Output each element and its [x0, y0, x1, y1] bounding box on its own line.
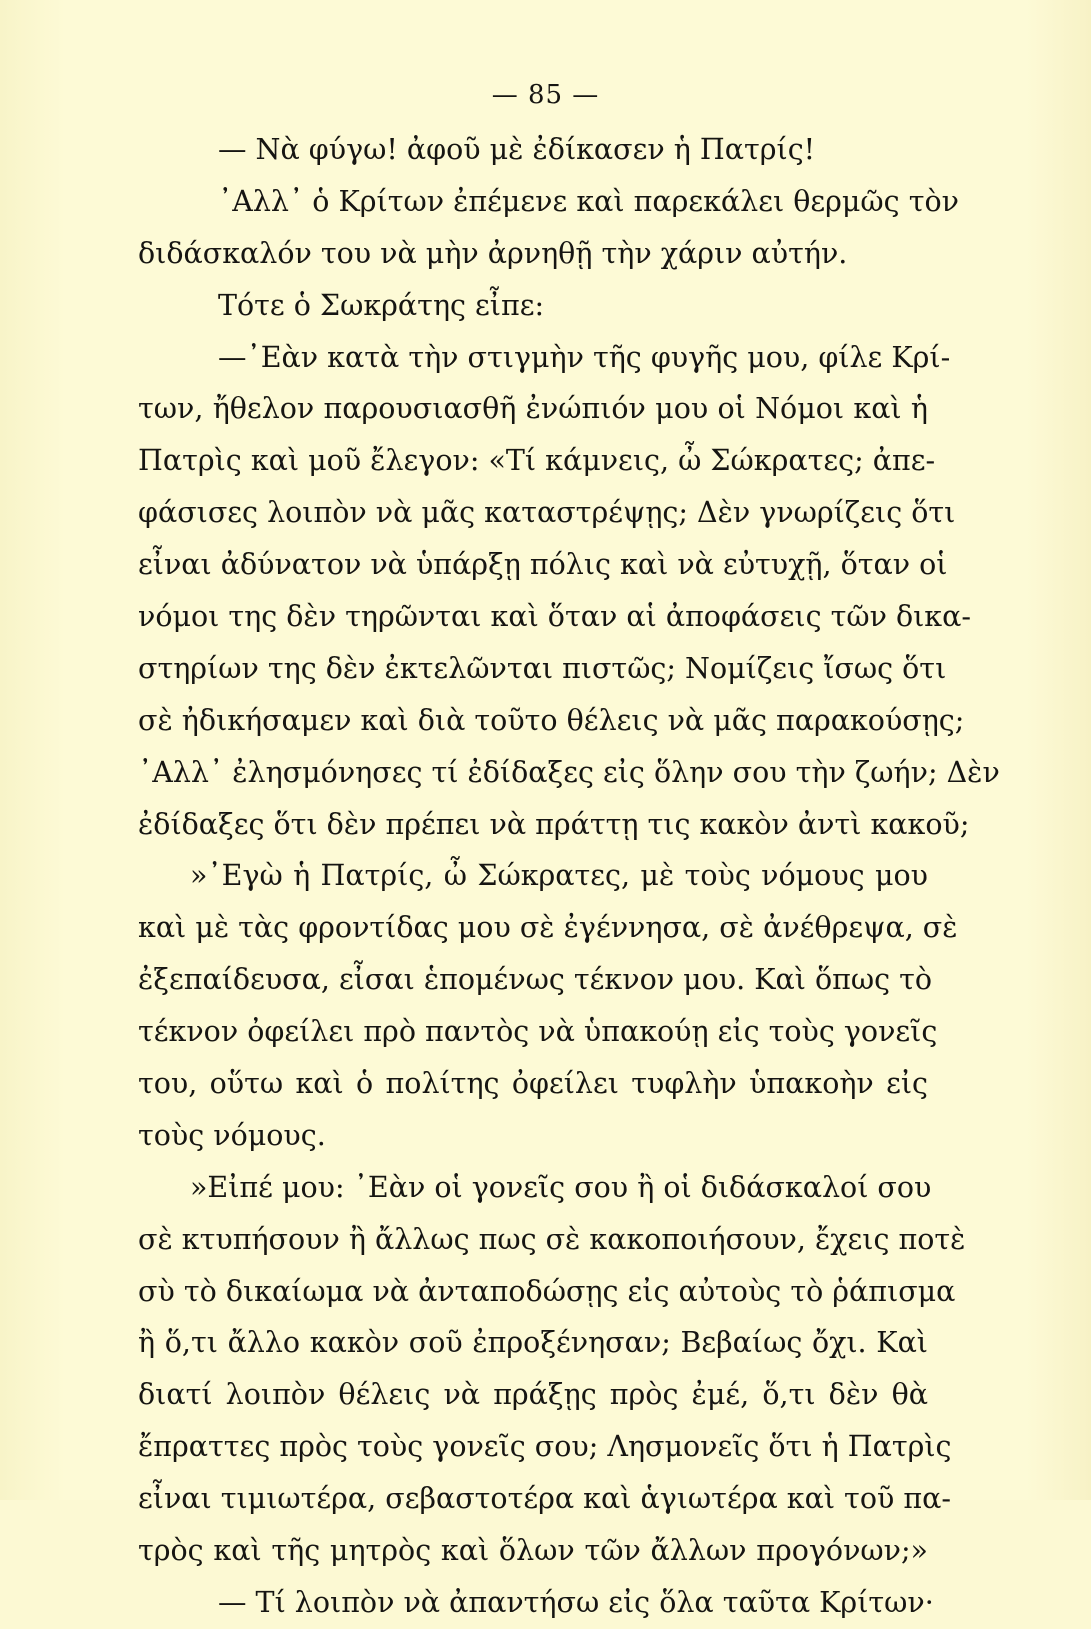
text-line: Τότε ὁ Σωκράτης εἶπε: [218, 288, 545, 322]
text-line: τέκνον ὀφείλει πρὸ παντὸς νὰ ὑπακούῃ εἰς τοὺς γονεῖς [138, 1015, 938, 1049]
text-line: νόμοι της δὲν τηρῶνται καὶ ὅταν αἱ ἀποφάσεις τῶν δικα- [138, 600, 971, 634]
text-line: ἢ ὅ,τι ἄλλο κακὸν σοῦ ἐπροξένησαν; Βεβαίως ὄχι. Καὶ [138, 1326, 928, 1360]
text-line: — Νὰ φύγω! ἀφοῦ μὲ ἐδίκασεν ἡ Πατρίς! [218, 133, 816, 166]
text-line: εἶναι τιμιωτέρα, σεβαστοτέρα καὶ ἁγιωτέρα καὶ τοῦ πα- [138, 1482, 951, 1516]
text-line: στηρίων της δὲν ἐκτελῶνται πιστῶς; Νομίζεις ἴσως ὅτι [138, 651, 947, 685]
text-line: του, οὕτω καὶ ὁ πολίτης ὀφείλει τυφλὴν ὑπακοὴν εἰς [138, 1067, 928, 1101]
text-line: »᾿Εγὼ ἡ Πατρίς, ὦ Σώκρατες, μὲ τοὺς νόμους μου [190, 859, 928, 893]
text-line: σὲ ἠδικήσαμεν καὶ διὰ τοῦτο θέλεις νὰ μᾶς παρακούσῃς; [138, 703, 965, 737]
text-line: ᾿Αλλ᾿ ὁ Κρίτων ἐπέμενε καὶ παρεκάλει θερμῶς τὸν [218, 184, 959, 218]
text-line: —᾿Εὰν κατὰ τὴν στιγμὴν τῆς φυγῆς μου, φίλε Κρί- [218, 340, 951, 374]
text-line: ἐδίδαξες ὅτι δὲν πρέπει νὰ πράττῃ τις κακὸν ἀντὶ κακοῦ; [138, 807, 970, 841]
text-line: ἔπραττες πρὸς τοὺς γονεῖς σου; Λησμονεῖς ὅτι ἡ Πατρὶς [138, 1430, 952, 1464]
text-line: Πατρὶς καὶ μοῦ ἔλεγον: «Τί κάμνεις, ὦ Σώκρατες; ἀπε- [138, 444, 936, 478]
text-line: των, ἤθελον παρουσιασθῆ ἐνώπιόν μου οἱ Νόμοι καὶ ἡ [138, 392, 928, 426]
text-line: φάσισες λοιπὸν νὰ μᾶς καταστρέψῃς; Δὲν γνωρίζεις ὅτι [138, 496, 956, 530]
text-line: σὲ κτυπήσουν ἢ ἄλλως πως σὲ κακοποιήσουν, ἔχεις ποτὲ [138, 1222, 966, 1256]
page-number: — 85 — [491, 80, 600, 110]
text-line: — Τί λοιπὸν νὰ ἀπαντήσω εἰς ὅλα ταῦτα Κρίτων· [218, 1585, 934, 1619]
body-text [138, 124, 1000, 1629]
text-line: ᾿Αλλ᾿ ἐλησμόνησες τί ἐδίδαξες εἰς ὅλην σου τὴν ζωήν; Δὲν [138, 755, 1000, 789]
text-line: καὶ μὲ τὰς φροντίδας μου σὲ ἐγέννησα, σὲ ἀνέθρεψα, σὲ [138, 911, 958, 945]
text-line: διδάσκαλόν του νὰ μὴν ἀρνηθῇ τὴν χάριν αὐτήν. [138, 236, 848, 270]
text-line: »Εἰπέ μου: ᾿Εὰν οἱ γονεῖς σου ἢ οἱ διδάσκαλοί σου [190, 1170, 932, 1204]
text-line: ἐξεπαίδευσα, εἶσαι ἑπομένως τέκνον μου. Καὶ ὅπως τὸ [138, 963, 933, 997]
text-line: τοὺς νόμους. [138, 1118, 326, 1152]
text-line: τρὸς καὶ τῆς μητρὸς καὶ ὅλων τῶν ἄλλων προγόνων;» [138, 1534, 928, 1568]
text-line: σὺ τὸ δικαίωμα νὰ ἀνταποδώσῃς εἰς αὐτοὺς τὸ ῥάπισμα [138, 1274, 956, 1308]
text-line: διατί λοιπὸν θέλεις νὰ πράξῃς πρὸς ἐμέ, ὅ,τι δὲν θὰ [138, 1378, 928, 1412]
text-line: εἶναι ἀδύνατον νὰ ὑπάρξῃ πόλις καὶ νὰ εὐτυχῇ, ὅταν οἱ [138, 548, 948, 582]
